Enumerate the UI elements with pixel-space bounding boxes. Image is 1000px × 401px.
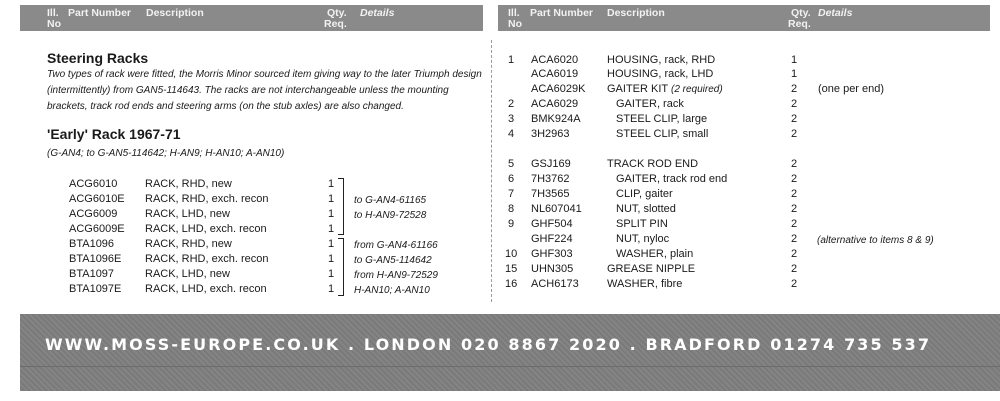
part-qty: 2 [791, 203, 798, 215]
header-ill: Ill. [508, 7, 520, 19]
part-qty: 1 [791, 54, 798, 66]
ill-number: 15 [505, 263, 518, 275]
part-number: GHF303 [531, 248, 573, 260]
part-description: HOUSING, rack, RHD [607, 54, 716, 66]
part-number: ACG6009E [69, 223, 125, 235]
subsection-title: 'Early' Rack 1967-71 [47, 126, 181, 142]
ill-number: 2 [508, 98, 515, 110]
part-number: ACA6029K [531, 83, 586, 95]
part-qty: 2 [791, 98, 798, 110]
part-number: ACA6029 [531, 98, 579, 110]
part-number: BTA1096E [69, 253, 122, 265]
group-note: to H-AN9-72528 [354, 210, 427, 221]
part-number: ACA6020 [531, 54, 579, 66]
part-number: BTA1097 [69, 268, 115, 280]
part-description: SPLIT PIN [616, 218, 668, 230]
part-qty: 2 [791, 263, 798, 275]
part-number: GHF224 [531, 233, 573, 245]
right-table-header [498, 5, 990, 31]
part-qty: 2 [791, 158, 798, 170]
part-description: STEEL CLIP, small [616, 128, 709, 140]
part-qty: 1 [328, 253, 335, 265]
part-description: RACK, LHD, new [145, 268, 230, 280]
part-qty: 1 [328, 238, 335, 250]
part-description: RACK, LHD, new [145, 208, 230, 220]
part-description: RACK, LHD, exch. recon [145, 283, 267, 295]
ill-number: 6 [508, 173, 515, 185]
part-details: (alternative to items 8 & 9) [817, 235, 934, 246]
part-qty: 1 [328, 223, 335, 235]
part-description: RACK, LHD, exch. recon [145, 223, 267, 235]
part-number: BTA1096 [69, 238, 115, 250]
part-qty: 1 [791, 68, 798, 80]
part-description: RACK, RHD, new [145, 178, 232, 190]
subsection-note: (G-AN4; to G-AN5-114642; H-AN9; H-AN10; A-AN10) [47, 148, 285, 159]
part-number: 3H2963 [531, 128, 570, 140]
part-number: 7H3762 [531, 173, 570, 185]
header-details: Details [818, 7, 853, 19]
part-qty: 1 [328, 193, 335, 205]
part-number: ACG6010E [69, 193, 125, 205]
header-description: Description [146, 7, 204, 19]
group-note: from H-AN9-72529 [354, 270, 438, 281]
part-description: TRACK ROD END [607, 158, 699, 170]
part-number: ACG6009 [69, 208, 118, 220]
group-note: to G-AN4-61165 [354, 195, 427, 206]
header-part-number: Part Number [530, 7, 594, 19]
part-qty: 2 [791, 188, 798, 200]
ill-number: 4 [508, 128, 515, 140]
header-details: Details [360, 7, 395, 19]
part-description: WASHER, fibre [607, 278, 683, 290]
ill-number: 9 [508, 218, 515, 230]
part-number: BMK924A [531, 113, 581, 125]
part-number: UHN305 [531, 263, 574, 275]
group-bracket [338, 238, 344, 296]
part-number: ACA6019 [531, 68, 579, 80]
group-note: H-AN10; A-AN10 [354, 285, 430, 296]
part-number: 7H3565 [531, 188, 570, 200]
part-description: CLIP, gaiter [616, 188, 673, 200]
header-no: No [47, 18, 61, 30]
ill-number: 7 [508, 188, 515, 200]
part-details: (one per end) [818, 83, 885, 95]
column-divider [491, 40, 492, 302]
part-description: GREASE NIPPLE [607, 263, 696, 275]
description-note: (2 required) [670, 84, 723, 95]
header-part-number: Part Number [68, 7, 132, 19]
ill-number: 10 [505, 248, 518, 260]
section-intro: Two types of rack were fitted, the Morris Minor sourced item giving way to the later Triumph design (intermittently) from GAN5-114643. The racks are not interchangeable unless the mounting brackets, track rod ends and steering arms (on the stub axles) are also changed. [47, 69, 482, 112]
part-qty: 2 [791, 173, 798, 185]
part-qty: 2 [791, 113, 798, 125]
header-qty: Qty. [327, 7, 347, 19]
part-qty: 2 [791, 248, 798, 260]
part-number: ACH6173 [531, 278, 579, 290]
part-description: STEEL CLIP, large [616, 113, 708, 125]
part-qty: 2 [791, 83, 798, 95]
part-description: RACK, RHD, exch. recon [145, 253, 269, 265]
header-description: Description [607, 7, 665, 19]
part-description: RACK, RHD, exch. recon [145, 193, 269, 205]
footer-banner [20, 314, 1000, 391]
part-description: GAITER, rack [616, 98, 684, 110]
group-note: to G-AN5-114642 [354, 255, 432, 266]
header-req: Req. [788, 18, 811, 30]
part-number: ACG6010 [69, 178, 118, 190]
part-qty: 2 [791, 278, 798, 290]
description-text: GAITER KIT [607, 83, 668, 95]
header-no: No [508, 18, 522, 30]
ill-number: 3 [508, 113, 515, 125]
part-number: GHF504 [531, 218, 573, 230]
part-description: WASHER, plain [616, 248, 694, 260]
part-qty: 1 [328, 178, 335, 190]
part-description: RACK, RHD, new [145, 238, 232, 250]
group-bracket [338, 178, 344, 235]
header-req: Req. [324, 18, 347, 30]
part-number: BTA1097E [69, 283, 122, 295]
footer-divider [20, 366, 1000, 367]
part-qty: 1 [328, 208, 335, 220]
ill-number: 8 [508, 203, 515, 215]
part-description [607, 83, 723, 96]
ill-number: 1 [508, 54, 515, 66]
header-ill: Ill. [47, 7, 59, 19]
part-description: GAITER, track rod end [616, 173, 728, 185]
part-description: HOUSING, rack, LHD [607, 68, 714, 80]
part-qty: 2 [791, 128, 798, 140]
part-qty: 1 [328, 283, 335, 295]
footer-contact-text: WWW.MOSS-EUROPE.CO.UK . LONDON 020 8867 2020 . BRADFORD 01274 735 537 [45, 335, 932, 354]
ill-number: 5 [508, 158, 515, 170]
part-description: NUT, slotted [616, 203, 676, 215]
part-qty: 2 [791, 233, 798, 245]
part-description: NUT, nyloc [616, 233, 670, 245]
part-number: GSJ169 [531, 158, 571, 170]
group-note: from G-AN4-61166 [354, 240, 438, 251]
part-number: NL607041 [531, 203, 582, 215]
part-qty: 2 [791, 218, 798, 230]
section-title: Steering Racks [47, 50, 149, 66]
left-table-header [20, 5, 483, 31]
part-qty: 1 [328, 268, 335, 280]
ill-number: 16 [505, 278, 518, 290]
header-qty: Qty. [791, 7, 811, 19]
